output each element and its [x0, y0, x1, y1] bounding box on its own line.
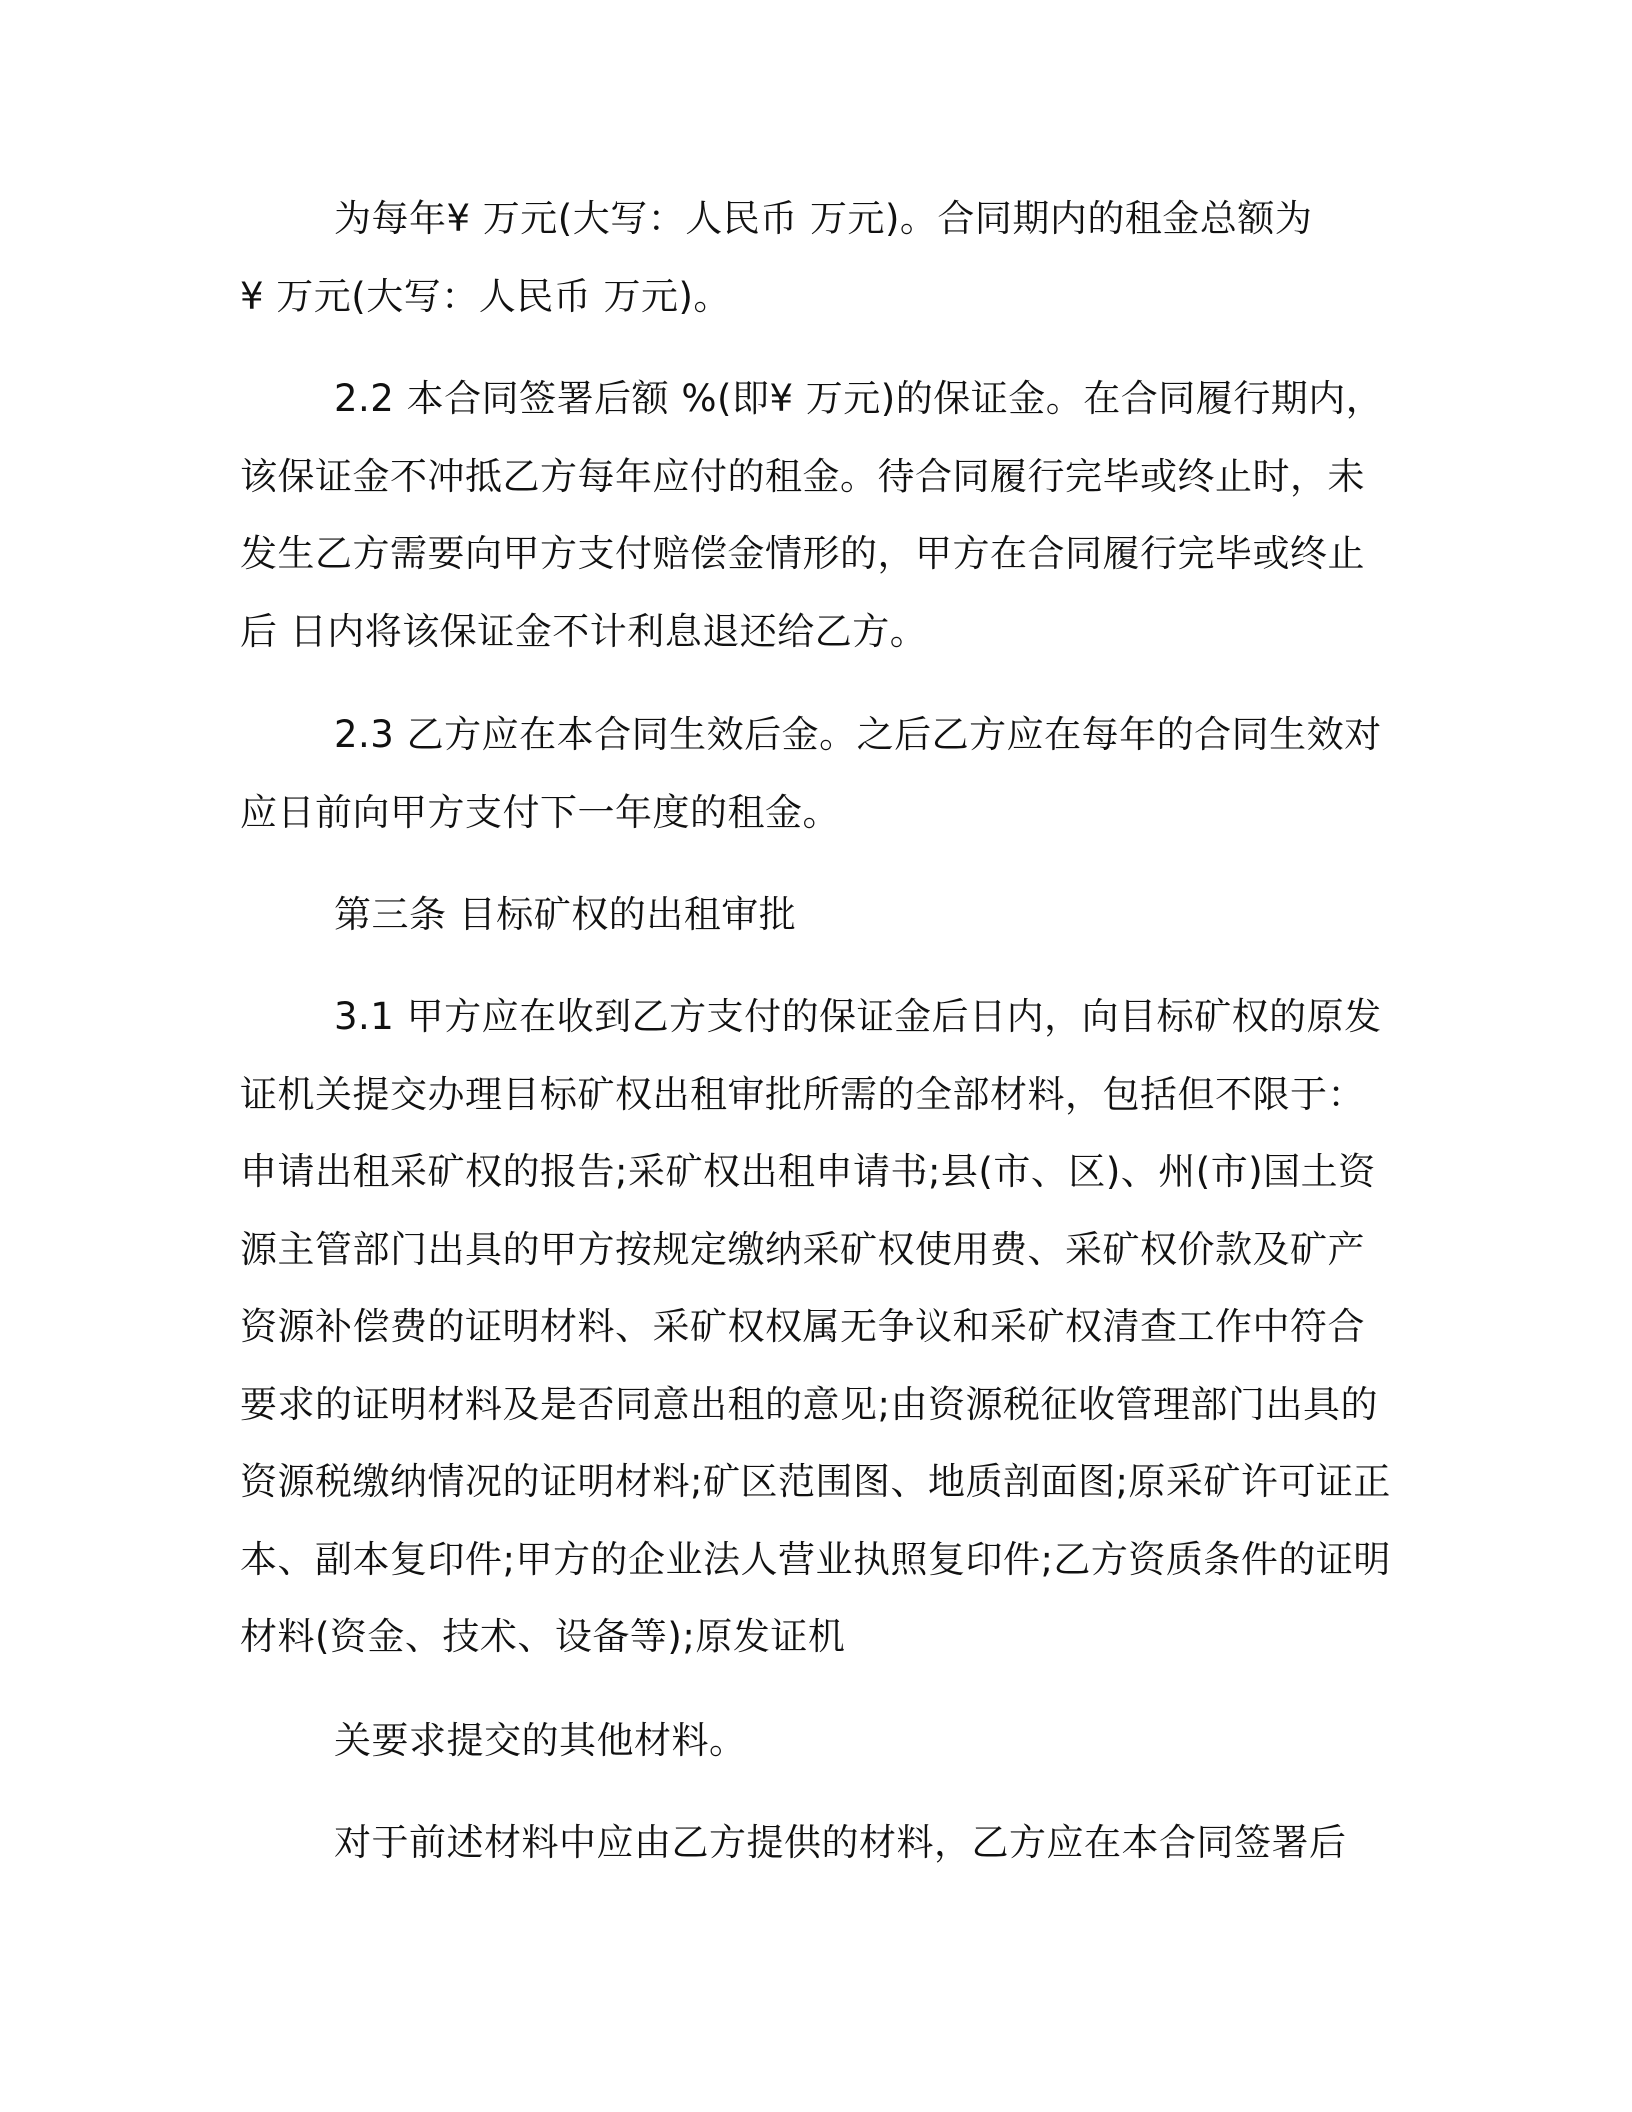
text-line: 对于前述材料中应由乙方提供的材料，乙方应在本合同签署后	[334, 1821, 1347, 1864]
text-line: 后 日内将该保证金不计利息退还给乙方。	[240, 609, 928, 653]
text-line: 本、副本复印件;甲方的企业法人营业执照复印件;乙方资质条件的证明	[240, 1537, 1391, 1581]
text-line: 资源税缴纳情况的证明材料;矿区范围图、地质剖面图;原采矿许可证正	[240, 1460, 1391, 1503]
text-line: 2.3 乙方应在本合同生效后金。之后乙方应在每年的合同生效对	[334, 713, 1382, 756]
text-line: 发生乙方需要向甲方支付赔偿金情形的，甲方在合同履行完毕或终止	[240, 532, 1365, 575]
text-line: 2.2 本合同签署后额 %(即¥ 万元)的保证金。在合同履行期内，	[334, 377, 1384, 420]
section-heading-article-3	[240, 876, 1380, 954]
text-line: 3.1 甲方应在收到乙方支付的保证金后日内，向目标矿权的原发	[334, 995, 1382, 1038]
text-line: 应日前向甲方支付下一年度的租金。	[240, 790, 840, 834]
text-line: ¥ 万元(大写：人民币 万元)。	[240, 274, 731, 318]
text-line: 源主管部门出具的甲方按规定缴纳采矿权使用费、采矿权价款及矿产	[240, 1227, 1365, 1271]
paragraph-clause-3-1	[240, 978, 1391, 1676]
text-line: 申请出租采矿权的报告;采矿权出租申请书;县(市、区)、州(市)国土资	[240, 1150, 1376, 1193]
paragraph-other-materials	[240, 1702, 1380, 1780]
paragraph-party-b-materials	[240, 1804, 1380, 1882]
text-line: 该保证金不冲抵乙方每年应付的租金。待合同履行完毕或终止时，未	[240, 454, 1365, 498]
paragraph-rent-amount	[240, 180, 1380, 335]
text-line: 为每年¥ 万元(大写：人民币 万元)。合同期内的租金总额为	[334, 197, 1313, 240]
text-line: 资源补偿费的证明材料、采矿权权属无争议和采矿权清查工作中符合	[240, 1305, 1365, 1348]
paragraph-clause-2-3	[240, 696, 1380, 851]
text-line: 关要求提交的其他材料。	[334, 1719, 747, 1762]
text-line: 要求的证明材料及是否同意出租的意见;由资源税征收管理部门出具的	[240, 1382, 1378, 1426]
text-line: 材料(资金、技术、设备等);原发证机	[240, 1615, 846, 1658]
text-line: 证机关提交办理目标矿权出租审批所需的全部材料，包括但不限于：	[240, 1072, 1365, 1116]
text-line: 第三条 目标矿权的出租审批	[334, 893, 797, 936]
paragraph-clause-2-2	[240, 360, 1384, 670]
